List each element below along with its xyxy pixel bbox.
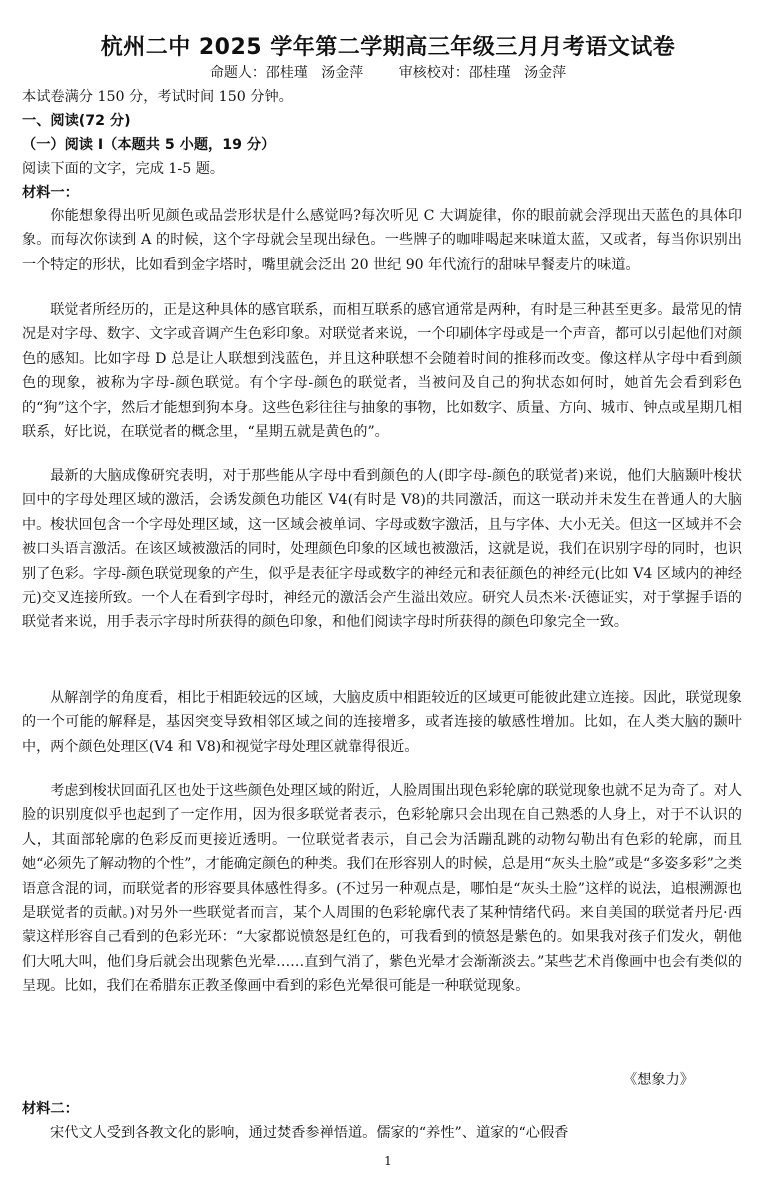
material-two-first-line: 宋代文人受到各教文化的影响，通过焚香参禅悟道。儒家的“养性”、道家的“心假香	[50, 1125, 569, 1141]
material-one-paragraph-4: 从解剖学的角度看，相比于相距较远的区域，大脑皮质中相距较近的区域更可能彼此建立连接。因此，联觉现象的一个可能的解释是，基因突变导致相邻区域之间的连接增多，或者连接的敏感性增加。比如，在人类大脑的颞叶中，两个颜色处理区(V4 和 V8)和视觉字母处理区就靠得很近。	[22, 690, 742, 755]
page-number: 1	[384, 1154, 392, 1168]
subsection-heading: （一）阅读 I（本题共 5 小题，19 分）	[22, 137, 276, 153]
instruction-text: 阅读下面的文字，完成 1-5 题。	[22, 161, 225, 177]
material-one-heading: 材料一：	[22, 185, 79, 201]
exam-title: 杭州二中 2025 学年第二学期高三年级三月月考语文试卷	[100, 35, 676, 60]
material-one-paragraph-1: 你能想象得出听见颜色或品尝形状是什么感觉吗?每次听见 C 大调旋律，你的眼前就会浮现出天蓝色的具体印象。而每次你读到 A 的时候，这个字母就会呈现出绿色。一些牌子的咖啡喝起来味道太蓝，又或者，每当你识别出一个特定的形状，比如看到金字塔时，嘴里就会泛出 20 世纪 90 年代流行的甜味早餐麦片的味道。	[22, 208, 742, 273]
material-one-paragraph-5: 考虑到梭状回面孔区也处于这些颜色处理区域的附近，人脸周围出现色彩轮廓的联觉现象也就不足为奇了。对人脸的识别度似乎也起到了一定作用，因为很多联觉者表示，色彩轮廓只会出现在自己熟悉的人身上，对于不认识的人，其面部轮廓的色彩反而更接近透明。一位联觉者表示，自己会为活蹦乱跳的动物勾勒出有色彩的轮廓，而且她“必须先了解动物的个性”，才能确定颜色的种类。我们在形容别人的时候，总是用“灰头土脸”或是“多姿多彩”之类语意含混的词，而联觉者的形容要具体感性得多。(不过另一种观点是，哪怕是“灰头土脸”这样的说法，追根溯源也是联觉者的贡献。)对另外一些联觉者而言，某个人周围的色彩轮廓代表了某种情绪代码。来自美国的联觉者丹尼·西蒙这样形容自己看到的色彩光环：“大家都说愤怒是红色的，可我看到的愤怒是紫色的。如果我对孩子们发火，朝他们大吼大叫，他们身后就会出现紫色光晕……直到气消了，紫色光晕才会渐渐淡去。”某些艺术肖像画中也会有类似的呈现。比如，我们在希腊东正教圣像画中看到的彩色光晕很可能是一种联觉现象。	[22, 783, 742, 995]
section-heading: 一、阅读(72 分)	[22, 113, 131, 129]
material-one-paragraph-2: 联觉者所经历的，正是这种具体的感官联系，而相互联系的感官通常是两种，有时是三种甚至更多。最常见的情况是对字母、数字、文字或音调产生色彩印象。对联觉者来说，一个印刷体字母或是一个声音，都可以引起他们对颜色的感知。比如字母 D 总是让人联想到浅蓝色，并且这种联想不会随着时间的推移而改变。像这样从字母中看到颜色的现象，被称为字母-颜色联觉。有个字母-颜色的联觉者，当被问及自己的狗状态如何时，她首先会看到彩色的“狗”这个字，然后才能想到狗本身。这些色彩往往与抽象的事物，比如数字、质量、方向、城市、钟点或星期几相联系，好比说，在联觉者的概念里，“星期五就是黄色的”。	[22, 302, 742, 441]
authors-line: 命题人：邵桂瑾 汤金萍 审核校对：邵桂瑾 汤金萍	[209, 65, 567, 81]
source-citation: 《想象力》	[623, 1072, 694, 1088]
material-one-paragraph-3: 最新的大脑成像研究表明，对于那些能从字母中看到颜色的人(即字母-颜色的联觉者)来说，他们大脑颞叶梭状回中的字母处理区域的激活，会诱发颜色功能区 V4(有时是 V8)的共同激活，而这一联动并未发生在普通人的大脑中。梭状回包含一个字母处理区域，这一区域会被单词、字母或数字激活，且与字体、大小无关。但这一区域并不会被口头语言激活。在该区域被激活的同时，处理颜色印象的区域也被激活，这就是说，我们在识别字母的同时，也识别了色彩。字母-颜色联觉现象的产生，似乎是表征字母或数字的神经元和表征颜色的神经元(比如 V4 区域内的神经元)交叉连接所致。一个人在看到字母时，神经元的激活会产生溢出效应。研究人员杰米·沃德证实，对于掌握手语的联觉者来说，用手表示字母时所获得的颜色印象，和他们阅读字母时所获得的颜色印象完全一致。	[22, 468, 742, 631]
material-two-heading: 材料二：	[22, 1101, 79, 1117]
exam-note: 本试卷满分 150 分，考试时间 150 分钟。	[22, 89, 293, 105]
